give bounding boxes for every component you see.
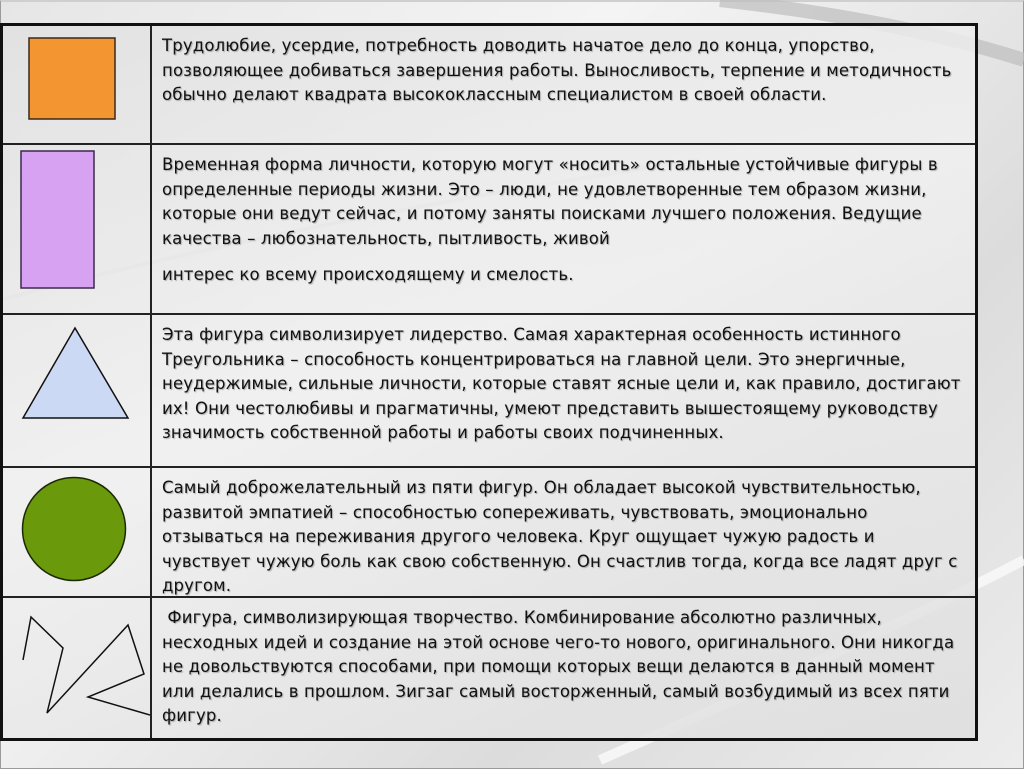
description-rectangle: [152, 145, 975, 315]
description-text: Самый доброжелательный из пяти фигур. Он обладает высокой чувствительностью, развитой эмпатией – способностью сопереживать, чувствовать, эмоционально отзываться на переживания другого человека. Круг ощущает чужую радость и чувствует чужую боль как свою собственную. Он счастлив тогда, когда все ладят друг с другом.: [162, 478, 958, 595]
zigzag-shape-icon: [3, 598, 150, 744]
shape-cell-circle: [3, 468, 152, 598]
personality-figures-table: [0, 23, 978, 741]
description-text: Временная форма личности, которую могут «носить» остальные устойчивые фигуры в определенные периоды жизни. Это – люди, не удовлетворенные тем образом жизни, которые они ведут сейчас, и потому заняты поисками лучшего положения. Ведущие качества – любознательность, пытливость, живой: [162, 155, 938, 248]
shape-cell-triangle: [3, 315, 152, 468]
shape-cell-rectangle: [3, 145, 152, 315]
description-triangle: [152, 315, 975, 468]
circle-shape-icon: [20, 475, 128, 583]
description-text: Эта фигура символизирует лидерство. Самая характерная особенность истинного Треугольника – способность концентрироваться на главной цели. Это энергичные, неудержимые, сильные личности, которые ставят ясные цели и, как правило, достигают их! Они честолюбивы и прагматичны, умеют представить вышестоящему руководству значимость собственной работы и работы своих подчиненных.: [162, 325, 961, 442]
description-text: Фигура, символизирующая творчество. Комбинирование абсолютно различных, несходных идей и создание на этой основе чего-то нового, оригинального. Они никогда не довольствуются способами, при помощи которых вещи делаются в данный момент или делались в прошлом. Зигзаг самый восторженный, самый возбудимый из всех пяти фигур.: [162, 608, 960, 725]
shape-cell-square: [3, 26, 152, 145]
shape-cell-zigzag: [3, 598, 152, 738]
triangle-shape-icon: [18, 326, 133, 421]
description-text: Трудолюбие, усердие, потребность доводить начатое дело до конца, упорство, позволяющее добиваться завершения работы. Выносливость, терпение и методичность обычно делают квадрата высококлассным специалистом в своей области.: [162, 36, 952, 104]
description-text-continued: интерес ко всему происходящему и смелость.: [162, 265, 574, 284]
description-circle: [152, 468, 975, 598]
square-shape-icon: [28, 37, 118, 122]
description-square: [152, 26, 975, 145]
description-zigzag: [152, 598, 975, 738]
rectangle-shape-icon: [20, 150, 98, 292]
